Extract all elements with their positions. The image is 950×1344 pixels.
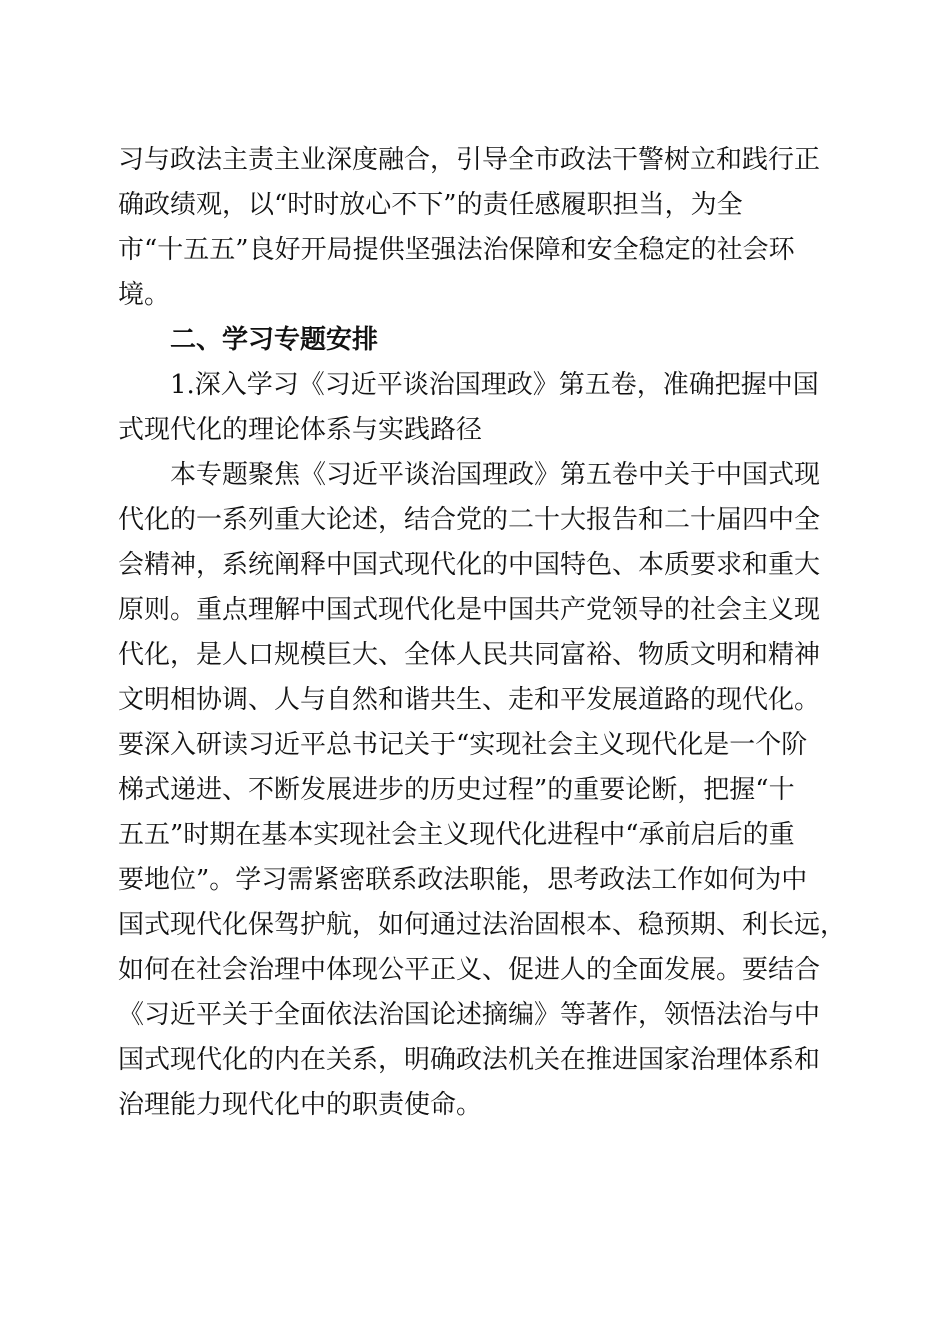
body-line: 代化，是人口规模巨大、全体人民共同富裕、物质文明和精神: [118, 640, 821, 670]
intro-line: 习与政法主责主业深度融合，引导全市政法干警树立和践行正: [118, 145, 821, 175]
body-line: 治理能力现代化中的职责使命。: [118, 1090, 483, 1120]
body-line: 要地位”。学习需紧密联系政法职能，思考政法工作如何为中: [118, 865, 808, 895]
body-line: 文明相协调、人与自然和谐共生、走和平发展道路的现代化。: [118, 685, 821, 715]
body-line: 会精神，系统阐释中国式现代化的中国特色、本质要求和重大: [118, 550, 821, 580]
topic-title-line: 1.深入学习《习近平谈治国理政》第五卷，准确把握中国: [170, 370, 819, 400]
body-line: 要深入研读习近平总书记关于“实现社会主义现代化是一个阶: [118, 730, 808, 760]
body-line: 《习近平关于全面依法治国论述摘编》等著作，领悟法治与中: [118, 1000, 821, 1030]
body-line: 五五”时期在基本实现社会主义现代化进程中“承前启后的重: [118, 820, 795, 850]
body-line: 国式现代化保驾护航，如何通过法治固根本、稳预期、利长远，: [118, 910, 847, 940]
intro-line: 境。: [118, 280, 171, 310]
body-line: 梯式递进、不断发展进步的历史过程”的重要论断，把握“十: [118, 775, 795, 805]
body-line: 本专题聚焦《习近平谈治国理政》第五卷中关于中国式现: [170, 460, 821, 490]
intro-line: 确政绩观，以“时时放心不下”的责任感履职担当，为全: [118, 190, 743, 220]
section-heading: 二、学习专题安排: [170, 325, 379, 355]
body-line: 国式现代化的内在关系，明确政法机关在推进国家治理体系和: [118, 1045, 821, 1075]
topic-title-line: 式现代化的理论体系与实践路径: [118, 415, 483, 445]
intro-line: 市“十五五”良好开局提供坚强法治保障和安全稳定的社会环: [118, 235, 795, 265]
body-line: 如何在社会治理中体现公平正义、促进人的全面发展。要结合: [118, 955, 821, 985]
body-line: 原则。重点理解中国式现代化是中国共产党领导的社会主义现: [118, 595, 821, 625]
body-line: 代化的一系列重大论述，结合党的二十大报告和二十届四中全: [118, 505, 821, 535]
